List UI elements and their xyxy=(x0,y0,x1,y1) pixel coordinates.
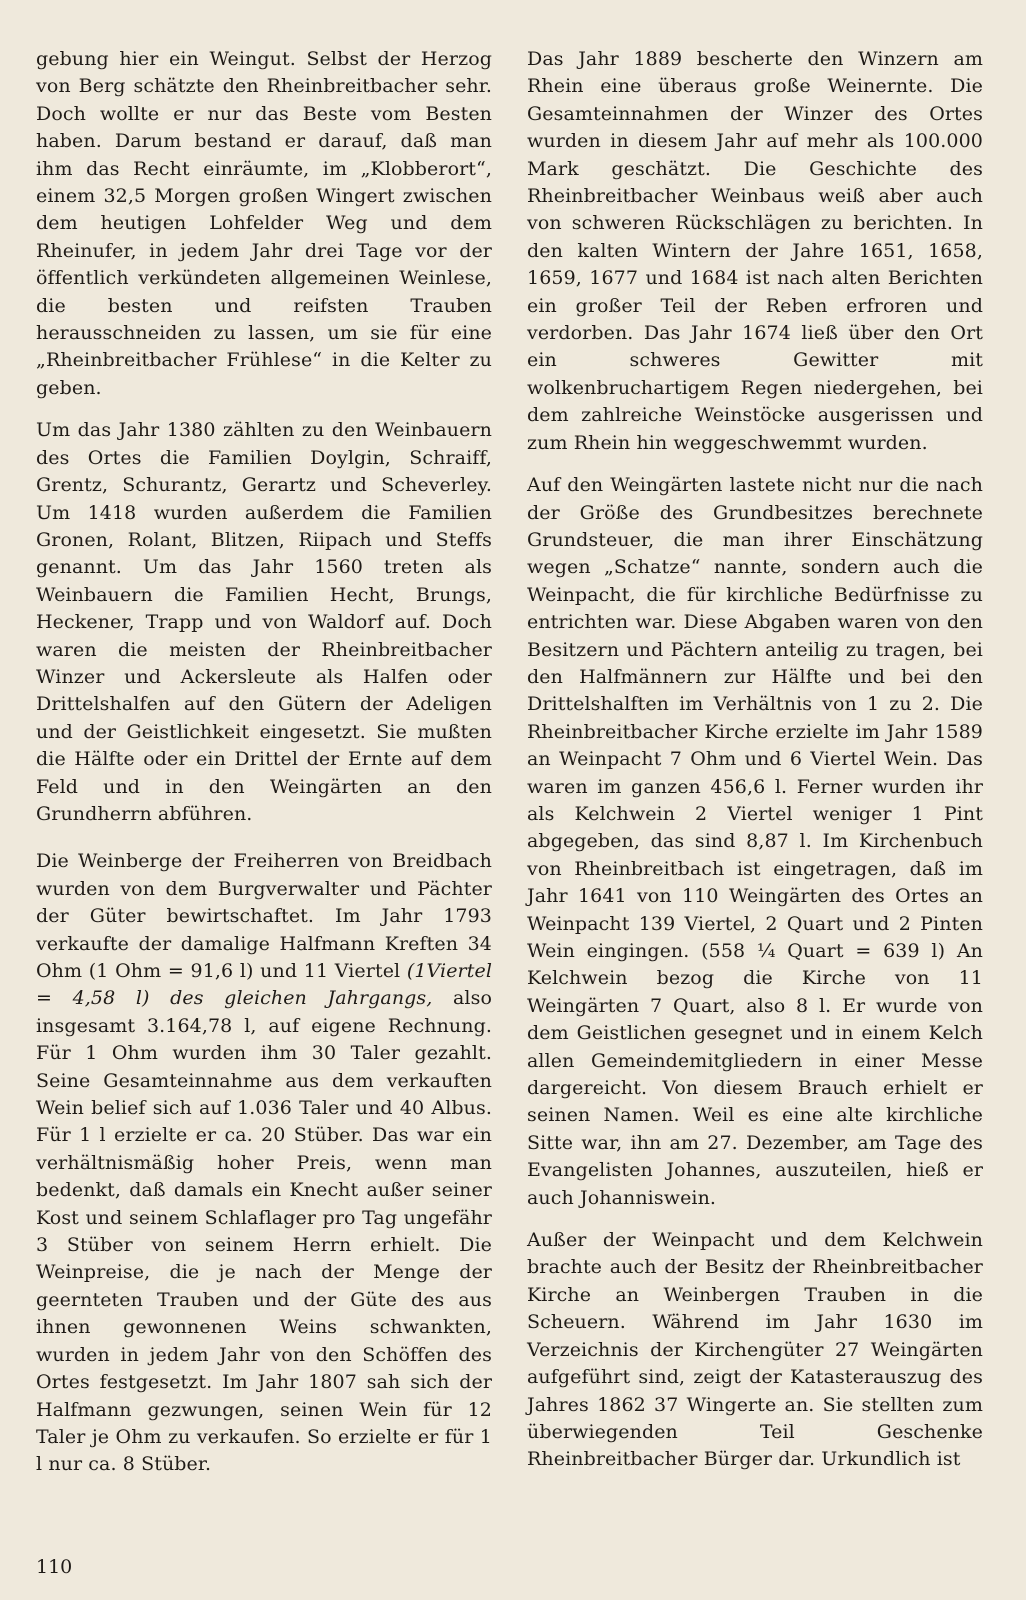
page-number: 110 xyxy=(36,1556,73,1578)
right-paragraph-2: Auf den Weingärten lastete nicht nur die nach der Größe des Grundbesitzes berechnete Grundsteuer, die man ihrer Einschätzung wegen „Schatze“ nannte, sondern auch die Weinpacht, die für kirchliche Bedürfnisse zu entrichten war. Diese Abgaben waren von den Besitzern und Pächtern anteilig zu tragen, bei den Halfmännern zur Hälfte und bei den Drittelshalften im Verhältnis von 1 zu 2. Die Rheinbreitbacher Kirche erzielte im Jahr 1589 an Weinpacht 7 Ohm und 6 Viertel Wein. Das waren im ganzen 456,6 l. Ferner wurden ihr als Kelchwein 2 Viertel weniger 1 Pint abgegeben, das sind 8,87 l. Im Kirchenbuch von Rheinbreitbach ist eingetragen, daß im Jahr 1641 von 110 Weingärten des Ortes an Weinpacht 139 Viertel, 2 Quart und 2 Pinten Wein eingingen. (558 ¼ Quart = 639 l) An Kelchwein bezog die Kirche von 11 Weingärten 7 Quart, also 8 l. Er wurde von dem Geistlichen gesegnet und in einem Kelch allen Gemeindemitgliedern in einer Messe dargereicht. Von diesem Brauch erhielt er seinen Namen. Weil es eine alte kirchliche Sitte war, ihn am 27. Dezember, am Tage des Evangelisten Johannes, auszuteilen, hieß er auch Johanniswein. xyxy=(527,474,983,1209)
right-column xyxy=(527,46,983,1474)
left-paragraph-3-start: Die Weinberge der Freiherren von Breidbach wurden von dem Burgverwalter und Pächter der Güter bewirtschaftet. Im Jahr 1793 verkaufte der damalige Halfmann Kreften 34 Ohm (1 Ohm = 91,6 l) und 11 Viertel xyxy=(36,850,492,982)
left-paragraph-2: Um das Jahr 1380 zählten zu den Weinbauern des Ortes die Familien Doylgin, Schraiff, Grentz, Schurantz, Gerartz und Scheverley. Um 1418 wurden außerdem die Familien Gronen, Rolant, Blitzen, Riipach und Steffs genannt. Um das Jahr 1560 treten als Weinbauern die Familien Hecht, Brungs, Heckener, Trapp und von Waldorf auf. Doch waren die meisten der Rheinbreitbacher Winzer und Ackersleute als Halfen oder Drittelshalfen auf den Gütern der Adeligen und der Geistlichkeit eingesetzt. Sie mußten die Hälfte oder ein Drittel der Ernte auf dem Feld und in den Weingärten an den Grundherrn abführen. xyxy=(36,419,492,825)
left-paragraph-3 xyxy=(36,848,492,1478)
left-column xyxy=(36,46,492,1479)
right-paragraph-3: Außer der Weinpacht und dem Kelchwein brachte auch der Besitz der Rheinbreitbacher Kirche an Weinbergen Trauben in die Scheuern. Während im Jahr 1630 im Verzeichnis der Kirchengüter 27 Weingärten aufgeführt sind, zeigt der Katasterauszug des Jahres 1862 37 Wingerte an. Sie stellten zum überwiegenden Teil Geschenke Rheinbreitbacher Bürger dar. Urkundlich ist xyxy=(527,1229,983,1471)
left-paragraph-3-end: also insgesamt 3.164,78 l, auf eigene Rechnung. Für 1 Ohm wurden ihm 30 Taler gezahlt. Seine Gesamteinnahme aus dem verkauften Wein belief sich auf 1.036 Taler und 40 Albus. Für 1 l erzielte er ca. 20 Stüber. Das war ein verhältnismäßig hoher Preis, wenn man bedenkt, daß damals ein Knecht außer seiner Kost und seinem Schlaflager pro Tag ungefähr 3 Stüber von seinem Herrn erhielt. Die Weinpreise, die je nach der Menge der geernteten Trauben und der Güte des aus ihnen gewonnenen Weins schwankten, wurden in jedem Jahr von den Schöffen des Ortes festgesetzt. Im Jahr 1807 sah sich der Halfmann gezwungen, seinen Wein für 12 Taler je Ohm zu verkaufen. So erzielte er für 1 l nur ca. 8 Stüber. xyxy=(36,987,492,1476)
right-paragraph-1: Das Jahr 1889 bescherte den Winzern am Rhein eine überaus große Weinernte. Die Gesamteinnahmen der Winzer des Ortes wurden in diesem Jahr auf mehr als 100.000 Mark geschätzt. Die Geschichte des Rheinbreitbacher Weinbaus weiß aber auch von schweren Rückschlägen zu berichten. In den kalten Wintern der Jahre 1651, 1658, 1659, 1677 und 1684 ist nach alten Berichten ein großer Teil der Reben erfroren und verdorben. Das Jahr 1674 ließ über den Ort ein schweres Gewitter mit wolkenbruchartigem Regen niedergehen, bei dem zahlreiche Weinstöcke ausgerissen und zum Rhein hin weggeschwemmt wurden. xyxy=(527,48,983,454)
left-paragraph-1: gebung hier ein Weingut. Selbst der Herzog von Berg schätzte den Rheinbreitbacher sehr. Doch wollte er nur das Beste vom Besten haben. Darum bestand er darauf, daß man ihm das Recht einräumte, im „Klobberort“, einem 32,5 Morgen großen Wingert zwischen dem heutigen Lohfelder Weg und dem Rheinufer, in jedem Jahr drei Tage vor der öffentlich verkündeten allgemeinen Weinlese, die besten und reifsten Trauben herausschneiden zu lassen, um sie für eine „Rheinbreitbacher Frühlese“ in die Kelter zu geben. xyxy=(36,48,492,399)
left-paragraph-3-italic: (1Viertel = 4,58 l) des gleichen Jahrgangs, xyxy=(36,960,492,1010)
